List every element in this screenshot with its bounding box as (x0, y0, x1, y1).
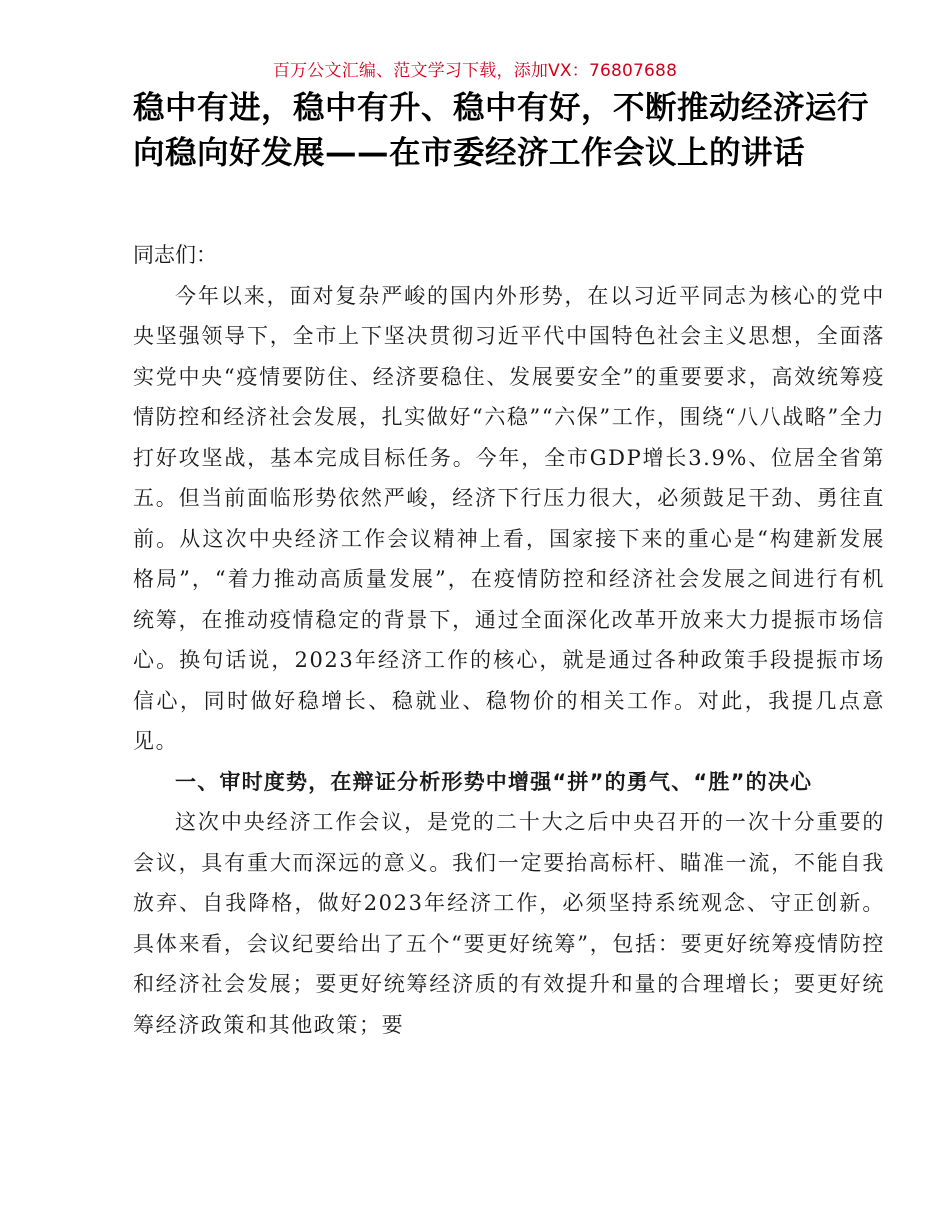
salutation: 同志们： (133, 243, 217, 267)
document-body (133, 235, 885, 1045)
paragraph-intro: 今年以来，面对复杂严峻的国内外形势，在以习近平同志为核心的党中央坚强领导下，全市上下坚决贯彻习近平代中国特色社会主义思想，全面落实党中央“疫情要防住、经济要稳住、发展要安全”的重要要求，高效统筹疫情防控和经济社会发展，扎实做好“六稳”“六保”工作，围绕“八八战略”全力打好攻坚战，基本完成目标任务。今年，全市GDP增长3.9%、位居全省第五。但当前面临形势依然严峻，经济下行压力很大，必须鼓足干劲、勇往直前。从这次中央经济工作会议精神上看，国家接下来的重心是“构建新发展格局”，“着力推动高质量发展”，在疫情防控和经济社会发展之间进行有机统筹，在推动疫情稳定的背景下，通过全面深化改革开放来大力提振市场信心。换句话说，2023年经济工作的核心，就是通过各种政策手段提振市场信心，同时做好稳增长、稳就业、稳物价的相关工作。对此，我提几点意见。 (133, 283, 886, 753)
paragraph-section-1: 这次中央经济工作会议，是党的二十大之后中央召开的一次十分重要的会议，具有重大而深远的意义。我们一定要抬高标杆、瞄准一流，不能自我放弃、自我降格，做好2023年经济工作，必须坚持系统观念、守正创新。具体来看，会议纪要给出了五个“要更好统筹”，包括：要更好统筹疫情防控和经济社会发展；要更好统筹经济质的有效提升和量的合理增长；要更好统筹经济政策和其他政策；要 (133, 810, 885, 1037)
document-title: 稳中有进，稳中有升、稳中有好，不断推动经济运行向稳向好发展——在市委经济工作会议上的讲话 (133, 90, 870, 171)
section-heading-1: 一、审时度势，在辩证分析形势中增强“拼”的勇气、“胜”的决心 (175, 769, 813, 794)
watermark-header: 百万公文汇编、范文学习下载，添加VX：76807688 (272, 61, 678, 81)
